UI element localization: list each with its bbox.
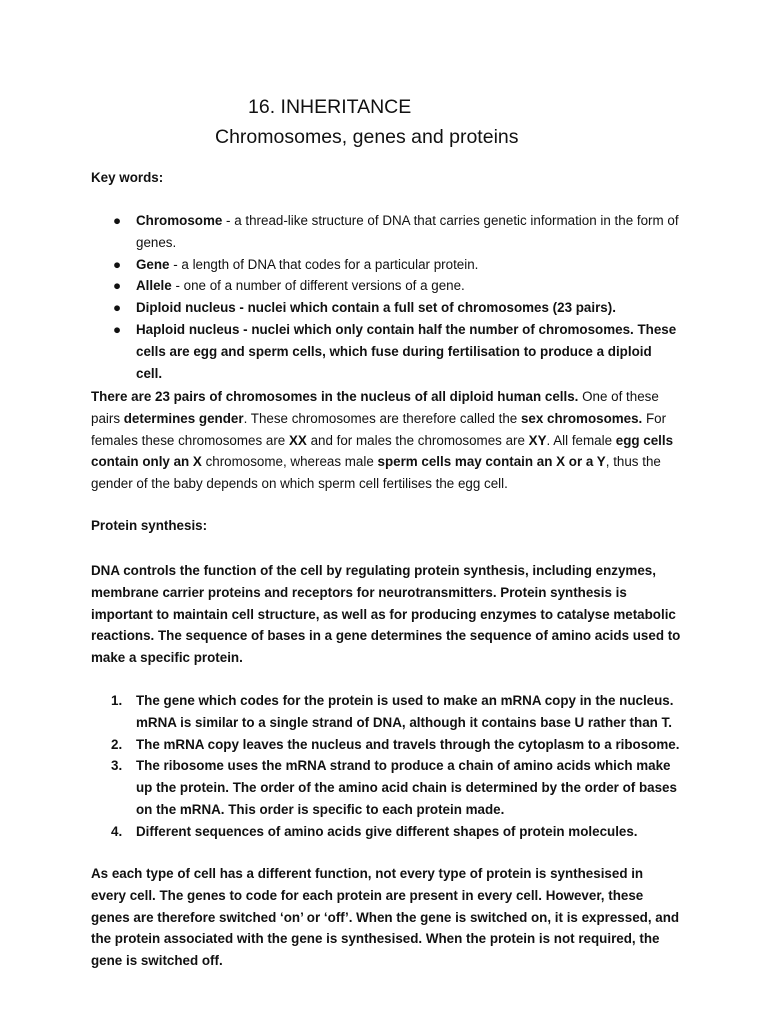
protein-synthesis-paragraph: DNA controls the function of the cell by regulating protein synthesis, including enzymes, membrane carrier proteins and receptors for neurotransmitters. Protein synthesis is important to maintain cell structure, as well as for producing enzymes to catalyse metabolic reactions. The sequence of bases in a gene determines the sequence of amino acids used to make a specific protein. <box>91 563 681 666</box>
key-word-term: Allele <box>136 278 172 294</box>
step-text: The ribosome uses the mRNA strand to produce a chain of amino acids which make up the protein. The order of the amino acid chain is determined by the order of bases on the mRNA. This order is specific to each protein made. <box>136 758 677 817</box>
text-run: and for males the chromosomes are <box>306 432 529 448</box>
key-word-term: Haploid nucleus <box>136 321 240 337</box>
key-word-item <box>91 275 681 297</box>
text-run: chromosome, whereas male <box>201 454 378 470</box>
key-word-term: Diploid nucleus <box>136 300 236 316</box>
bullet-icon: ● <box>113 321 122 337</box>
protein-synthesis-steps <box>91 690 681 843</box>
text-run: One of these pairs <box>91 389 659 426</box>
protein-synthesis-heading: Protein synthesis: <box>91 518 208 533</box>
step-number: 4. <box>111 823 123 839</box>
key-word-definition: - nuclei which only contain half the number of chromosomes. These cells are egg and sperm cells, which fuse during fertilisation to produce a diploid cell. <box>136 321 677 381</box>
key-word-item <box>91 254 681 276</box>
key-word-item <box>91 210 681 254</box>
step-item <box>91 821 681 843</box>
text-run: . These chromosomes are therefore called the <box>243 410 521 426</box>
bullet-icon: ● <box>113 256 122 272</box>
text-run: , thus the gender of the baby depends on which sperm cell fertilises the egg cell. <box>91 454 661 492</box>
step-item <box>91 734 681 756</box>
step-text: The gene which codes for the protein is used to make an mRNA copy in the nucleus. mRNA is similar to a single strand of DNA, although it contains base U rather than T. <box>136 693 674 730</box>
chapter-subtitle: Chromosomes, genes and proteins <box>215 126 519 148</box>
chapter-title: 16. INHERITANCE <box>248 96 412 118</box>
step-item <box>91 755 681 820</box>
step-text: The mRNA copy leaves the nucleus and travels through the cytoplasm to a ribosome. <box>136 736 680 752</box>
text-run: XX <box>288 432 307 448</box>
key-word-definition: - a thread-like structure of DNA that carries genetic information in the form of genes. <box>136 213 679 250</box>
bullet-icon: ● <box>113 278 122 294</box>
key-words-list <box>91 210 681 384</box>
step-number: 1. <box>111 693 123 708</box>
text-run: For females these chromosomes are <box>91 410 667 448</box>
text-run: There are 23 pairs of chromosomes in the nucleus of all diploid human cells. <box>91 389 579 404</box>
key-word-definition: - nuclei which contain a full set of chromosomes (23 pairs). <box>235 300 616 316</box>
key-word-term: Gene <box>136 256 170 272</box>
text-run: egg cells contain only an X <box>91 432 674 470</box>
bullet-icon: ● <box>113 300 122 316</box>
text-run: XY <box>528 432 547 448</box>
text-run: determines gender <box>123 410 244 426</box>
sex-chromosomes-paragraph <box>91 386 681 495</box>
gene-expression-paragraph: As each type of cell has a different function, not every type of protein is synthesised in every cell. The genes to code for each protein are present in every cell. However, these genes are therefore switched ‘on’ or ‘off’. When the gene is switched on, it is expressed, and the protein associated with the gene is synthesised. When the protein is not required, the gene is switched off. <box>91 866 680 969</box>
key-word-term: Chromosome <box>136 213 223 228</box>
key-word-definition: - a length of DNA that codes for a particular protein. <box>169 256 479 272</box>
key-word-definition: - one of a number of different versions of a gene. <box>171 278 465 294</box>
step-item <box>91 690 681 734</box>
text-run: sex chromosomes. <box>520 410 643 426</box>
step-number: 3. <box>111 758 123 774</box>
key-word-item <box>91 297 681 319</box>
step-number: 2. <box>111 736 123 752</box>
key-word-item <box>91 319 681 384</box>
bullet-icon: ● <box>113 213 122 228</box>
step-text: Different sequences of amino acids give different shapes of protein molecules. <box>136 823 638 839</box>
text-run: . All female <box>546 432 616 448</box>
key-words-heading: Key words: <box>91 170 164 185</box>
text-run: sperm cells may contain an X or a Y <box>377 454 606 470</box>
